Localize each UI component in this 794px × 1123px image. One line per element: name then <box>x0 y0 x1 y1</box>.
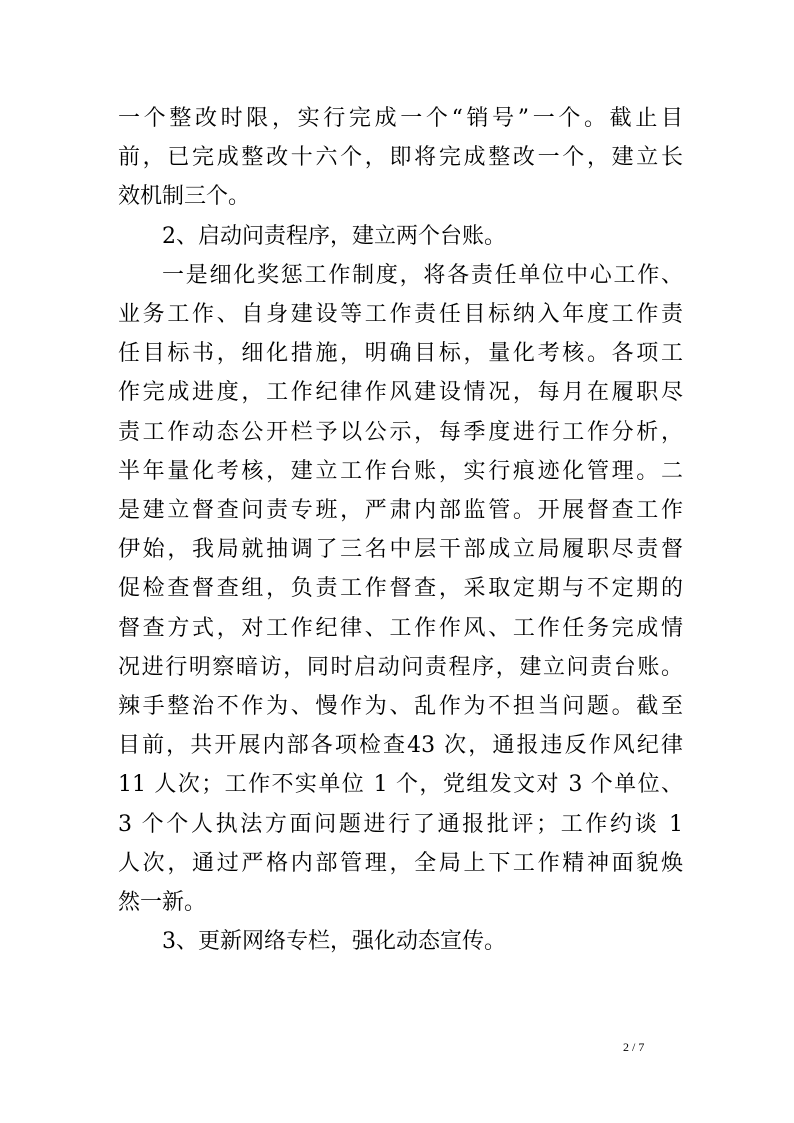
text-line: 督查方式，对工作纪律、工作作风、工作任务完成情 <box>118 615 683 641</box>
section-heading-network-column <box>118 922 683 961</box>
text-line: 然一新。 <box>118 890 207 916</box>
text-line: 况进行明察暗访，同时启动问责程序，建立问责台账。 <box>118 654 683 680</box>
text-line: 责工作动态公开栏予以公示，每季度进行工作分析， <box>118 419 683 445</box>
heading-line: 2、启动问责程序，建立两个台账。 <box>162 223 506 249</box>
text-line: 目前，共开展内部各项检查43 次，通报违反作风纪律 <box>118 733 683 759</box>
text-line: 一是细化奖惩工作制度，将各责任单位中心工作、 <box>162 262 683 288</box>
text-line: 一个整改时限，实行完成一个“销号”一个。截止目 <box>118 106 683 131</box>
text-line: 11 人次；工作不实单位 1 个，党组发文对 3 个单位、 <box>118 772 683 798</box>
text-line: 效机制三个。 <box>118 184 251 210</box>
text-line: 半年量化考核，建立工作台账，实行痕迹化管理。二 <box>118 458 683 484</box>
paragraph-accountability-details <box>118 256 683 922</box>
text-line: 3 个个人执法方面问题进行了通报批评；工作约谈 1 <box>118 811 683 837</box>
paragraph-rectification-summary <box>118 99 683 217</box>
text-line: 辣手整治不作为、慢作为、乱作为不担当问题。截至 <box>118 694 683 720</box>
page-number: 2 / 7 <box>623 1040 645 1054</box>
text-line: 人次，通过严格内部管理，全局上下工作精神面貌焕 <box>118 850 683 876</box>
document-body <box>118 99 683 961</box>
text-line: 作完成进度，工作纪律作风建设情况，每月在履职尽 <box>118 380 683 406</box>
text-line: 业务工作、自身建设等工作责任目标纳入年度工作责 <box>118 302 683 328</box>
text-line: 是建立督查问责专班，严肃内部监管。开展督查工作 <box>118 498 683 524</box>
text-line: 任目标书，细化措施，明确目标，量化考核。各项工 <box>118 341 683 367</box>
text-line: 促检查督查组，负责工作督查，采取定期与不定期的 <box>118 576 683 602</box>
section-heading-accountability <box>118 217 683 256</box>
text-line: 前，已完成整改十六个，即将完成整改一个，建立长 <box>118 145 683 171</box>
text-line: 伊始，我局就抽调了三名中层干部成立局履职尽责督 <box>118 537 683 563</box>
heading-line: 3、更新网络专栏，强化动态宣传。 <box>162 929 506 955</box>
